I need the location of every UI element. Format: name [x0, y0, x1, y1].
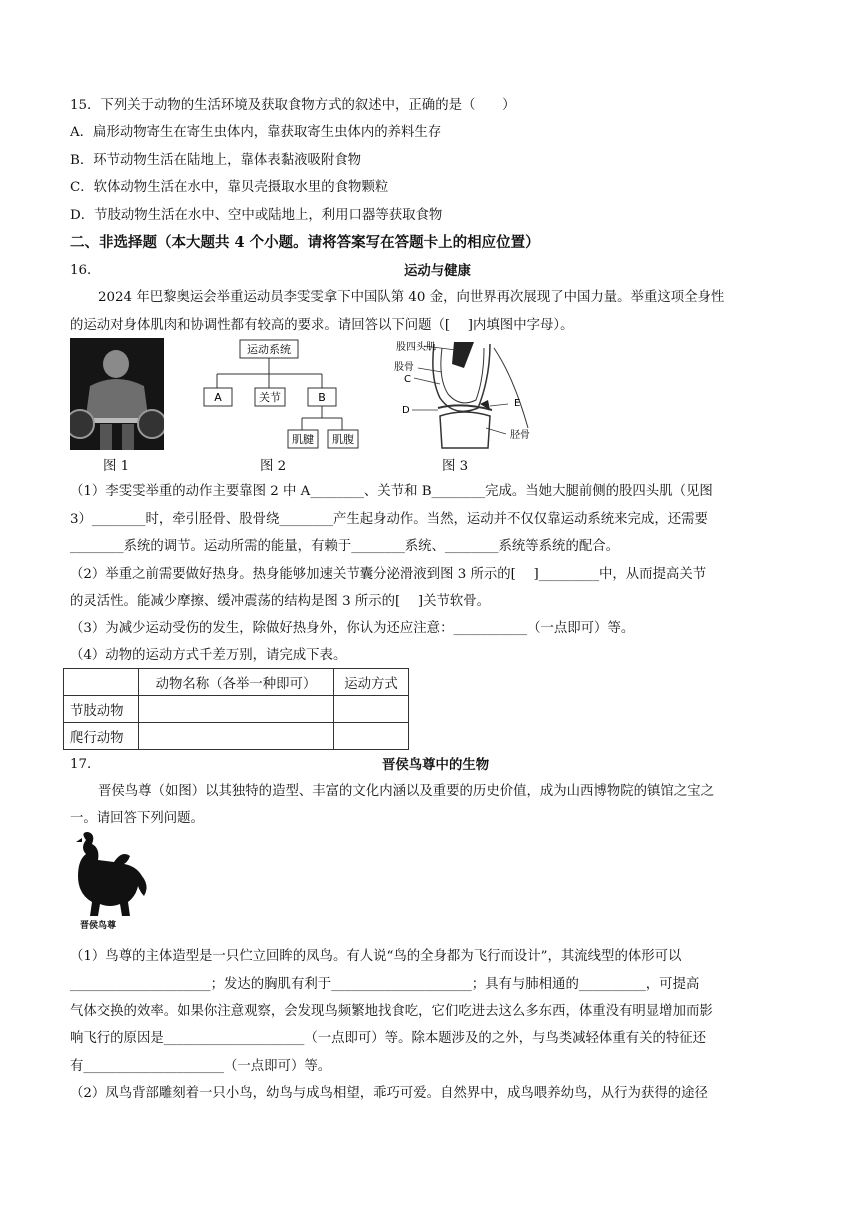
figure-3-caption: 图 3	[442, 459, 469, 474]
q15-option-a: A．扁形动物寄生在寄生虫体内，靠获取寄生虫体内的养料生存	[70, 125, 442, 140]
q15-option-b: B．环节动物生活在陆地上，靠体表黏液吸附食物	[70, 153, 362, 168]
table-header-motion: 运动方式	[334, 669, 409, 696]
q16-line-6: （3）为减少运动受伤的发生，除做好热身外，你认为还应注意：___________（一点即可）等。	[70, 621, 635, 636]
motion-table	[63, 668, 409, 750]
q17-line-2: _____________________；发达的胸肌有利于_____________________；具有与肺相通的__________，可提高	[70, 977, 700, 992]
q17-line-4: 响飞行的原因是_____________________（一点即可）等。除本题涉及的之外，与鸟类减轻体重有关的特征还	[70, 1031, 707, 1046]
answer-cell[interactable]	[139, 696, 334, 723]
q15-option-c: C．软体动物生活在水中，靠贝壳摄取水里的食物颗粒	[70, 180, 389, 195]
q17-line-5: 有_____________________（一点即可）等。	[70, 1059, 332, 1074]
table-header-animal: 动物名称（各举一种即可）	[139, 669, 334, 696]
q15-stem: 15．下列关于动物的生活环境及获取食物方式的叙述中，正确的是（ ）	[70, 98, 516, 113]
figure-3-knee-joint	[394, 338, 544, 452]
q17-intro-1: 晋侯鸟尊（如图）以其独特的造型、丰富的文化内涵以及重要的历史价值，成为山西博物院的镇馆之宝之	[98, 784, 714, 799]
q16-line-1: （1）李雯雯举重的动作主要靠图 2 中 A________、关节和 B________完成。当她大腿前侧的股四头肌（见图	[70, 484, 713, 499]
answer-cell[interactable]	[139, 723, 334, 750]
table-row	[64, 696, 409, 723]
fig2-joint-label: 关节	[259, 391, 281, 404]
table-row	[64, 723, 409, 750]
fig3-femur-label: 股骨	[394, 362, 414, 373]
figure-1-photo	[70, 338, 164, 450]
fig3-c-label: C	[404, 374, 411, 385]
fig2-b-label: B	[318, 391, 326, 404]
q16-intro-2: 的运动对身体肌肉和协调性都有较高的要求。请回答以下问题（[ ]内填图中字母）。	[70, 318, 574, 333]
bird-vessel-caption: 晋侯鸟尊	[80, 921, 117, 931]
q15-option-d: D．节肢动物生活在水中、空中或陆地上，利用口器等获取食物	[70, 208, 443, 223]
section-heading: 二、非选择题（本大题共 4 个小题。请将答案写在答题卡上的相应位置）	[70, 234, 540, 251]
figure-2-diagram	[196, 338, 366, 452]
q16-line-2: 3）________时，牵引胫骨、股骨绕________产生起身动作。当然，运动并不仅仅靠运动系统来完成，还需要	[70, 512, 708, 527]
fig2-root-label: 运动系统	[247, 343, 291, 356]
q16-title: 运动与健康	[404, 263, 471, 279]
q16-intro-1: 2024 年巴黎奥运会举重运动员李雯雯拿下中国队第 40 金，向世界再次展现了中国力量。举重这项全身性	[98, 290, 725, 305]
answer-cell[interactable]	[334, 723, 409, 750]
q16-line-5: 的灵活性。能减少摩擦、缓冲震荡的结构是图 3 所示的[ ]关节软骨。	[70, 594, 491, 609]
fig3-tibia-label: 胫骨	[510, 430, 530, 441]
q16-line-3: ________系统的调节。运动所需的能量，有赖于________系统、________系统等系统的配合。	[70, 539, 620, 554]
q17-line-6: （2）凤鸟背部雕刻着一只小鸟，幼鸟与成鸟相望，乖巧可爱。自然界中，成鸟喂养幼鸟，从行为获得的途径	[70, 1086, 708, 1101]
q17-line-3: 气体交换的效率。如果你注意观察，会发现鸟频繁地找食吃，它们吃进去这么多东西，体重没有明显增加而影	[70, 1004, 713, 1019]
fig3-d-label: D	[402, 405, 410, 416]
q16-number: 16．	[70, 263, 101, 278]
q16-line-7: （4）动物的运动方式千差万别，请完成下表。	[70, 648, 347, 663]
q17-line-1: （1）鸟尊的主体造型是一只伫立回眸的凤鸟。有人说“鸟的全身都为飞行而设计”，其流线型的体形可以	[70, 949, 682, 964]
fig3-e-label: E	[514, 398, 521, 409]
q17-title: 晋侯鸟尊中的生物	[382, 757, 490, 773]
fig2-a-label: A	[214, 391, 222, 404]
fig2-belly-label: 肌腹	[332, 433, 354, 446]
figure-1-caption: 图 1	[103, 459, 130, 474]
q17-number: 17．	[70, 757, 101, 772]
q16-line-4: （2）举重之前需要做好热身。热身能够加速关节囊分泌滑液到图 3 所示的[ ]_________中，从而提高关节	[70, 567, 707, 582]
table-cell-arthropod: 节肢动物	[64, 696, 139, 723]
bird-vessel-image	[70, 830, 152, 930]
fig2-tendon-label: 肌腱	[292, 433, 314, 446]
table-row	[64, 669, 409, 696]
answer-cell[interactable]	[334, 696, 409, 723]
figure-2-caption: 图 2	[260, 459, 287, 474]
fig3-muscle-label: 股四头肌	[396, 342, 436, 353]
table-cell-reptile: 爬行动物	[64, 723, 139, 750]
q17-intro-2: 一。请回答下列问题。	[70, 811, 204, 826]
table-cell	[64, 669, 139, 696]
